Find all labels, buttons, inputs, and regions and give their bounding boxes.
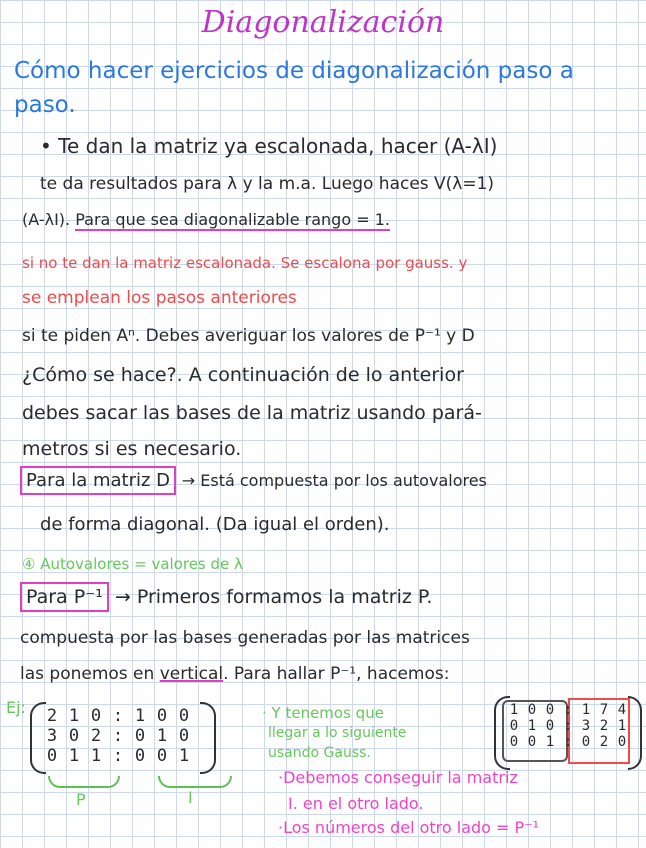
red-note-line-2: se emplean los pasos anteriores	[22, 288, 297, 308]
power-line-4: metros si es necesario.	[22, 438, 242, 460]
brace-i-label: I	[188, 788, 193, 807]
right-matrix-row	[506, 734, 630, 750]
matrix-separator: :	[563, 702, 573, 718]
matrix-p-text-3c: . Para hallar P⁻¹, hacemos:	[223, 664, 450, 684]
matrix-p-text-3b: vertical	[159, 664, 224, 684]
matrix-cell: 4	[617, 702, 627, 718]
matrix-p-text-1: → Primeros formamos la matriz P.	[114, 586, 433, 608]
matrix-cell: 1	[509, 702, 519, 718]
matrix-cell: 0	[178, 706, 190, 726]
matrix-p-line-1	[20, 588, 432, 607]
brace-p	[48, 776, 120, 788]
green-note: ④ Autovalores = valores de λ	[22, 555, 243, 573]
step1-line-3-b: Para que sea diagonalizable rango = 1.	[75, 210, 390, 229]
matrix-cell: 3	[46, 726, 58, 746]
matrix-cell: 0	[527, 734, 537, 750]
green-text-line-2: llegar a lo siguiente	[268, 725, 407, 741]
example-label: Ej:	[6, 698, 26, 717]
right-augmented-matrix	[506, 702, 630, 750]
heading-line-1: Cómo hacer ejercicios de diagonalización paso a	[14, 58, 574, 84]
matrix-cell: 1	[178, 746, 190, 766]
right-matrix-close-paren	[628, 696, 642, 770]
left-matrix-row	[44, 706, 192, 726]
matrix-p-text-3a: las ponemos en	[20, 664, 155, 684]
matrix-d-box: Para la matriz D	[20, 466, 176, 495]
right-matrix-row	[506, 718, 630, 734]
matrix-cell: 0	[617, 734, 627, 750]
matrix-cell: 0	[68, 726, 80, 746]
matrix-cell: 0	[178, 726, 190, 746]
pink-note-line-1: ·Debemos conseguir la matriz	[278, 768, 518, 787]
matrix-cell: 0	[156, 746, 168, 766]
matrix-cell: 2	[90, 726, 102, 746]
matrix-p-line-2: compuesta por las bases generadas por las matrices	[20, 628, 470, 648]
matrix-cell: 0	[156, 706, 168, 726]
matrix-separator: :	[563, 718, 573, 734]
pink-note-line-2: I. en el otro lado.	[288, 794, 424, 813]
matrix-separator: :	[112, 746, 124, 766]
power-line-3: debes sacar las bases de la matriz usando pará-	[22, 402, 482, 424]
matrix-cell: 1	[545, 734, 555, 750]
matrix-cell: 1	[68, 706, 80, 726]
matrix-separator: :	[563, 734, 573, 750]
left-matrix-row	[44, 746, 192, 766]
matrix-cell: 0	[545, 702, 555, 718]
step1-line-1: • Te dan la matriz ya escalonada, hacer (A-λI)	[40, 134, 498, 158]
matrix-cell: 2	[46, 706, 58, 726]
page-title: Diagonalización	[201, 5, 445, 40]
matrix-cell: 1	[527, 718, 537, 734]
matrix-cell: 2	[599, 718, 609, 734]
green-text-line-1: · Y tenemos que	[262, 704, 384, 722]
matrix-cell: 1	[134, 706, 146, 726]
matrix-cell: 1	[617, 718, 627, 734]
step1-line-2: te da resultados para λ y la m.a. Luego haces V(λ=1)	[40, 174, 495, 194]
matrix-cell: 0	[545, 718, 555, 734]
matrix-p-box: Para P⁻¹	[20, 582, 109, 612]
matrix-cell: 3	[581, 718, 591, 734]
matrix-cell: 0	[90, 706, 102, 726]
matrix-cell: 1	[581, 702, 591, 718]
matrix-d-line-2: de forma diagonal. (Da igual el orden).	[40, 514, 390, 535]
red-note-line-1: si no te dan la matriz escalonada. Se escalona por gauss. y	[22, 254, 468, 272]
left-matrix-row	[44, 726, 192, 746]
pink-note-line-3: ·Los números del otro lado = P⁻¹	[278, 818, 540, 837]
right-matrix-row	[506, 702, 630, 718]
matrix-cell: 1	[90, 746, 102, 766]
matrix-cell: 1	[68, 746, 80, 766]
matrix-d-line-1	[20, 472, 487, 490]
brace-p-label: P	[76, 790, 86, 809]
matrix-separator: :	[112, 726, 124, 746]
matrix-cell: 0	[527, 702, 537, 718]
step1-line-3	[22, 212, 390, 228]
matrix-cell: 0	[46, 746, 58, 766]
matrix-cell: 0	[509, 718, 519, 734]
matrix-cell: 2	[599, 734, 609, 750]
matrix-cell: 0	[134, 726, 146, 746]
matrix-cell: 0	[581, 734, 591, 750]
matrix-cell: 0	[509, 734, 519, 750]
matrix-d-text-1: → Está compuesta por los autovalores	[181, 471, 487, 490]
brace-i	[158, 776, 232, 788]
matrix-cell: 7	[599, 702, 609, 718]
green-text-line-3: usando Gauss.	[268, 745, 371, 761]
matrix-cell: 1	[156, 726, 168, 746]
matrix-separator: :	[112, 706, 124, 726]
left-matrix-close-paren	[200, 702, 216, 774]
heading-line-2: paso.	[14, 92, 76, 118]
power-line-2: ¿Cómo se hace?. A continuación de lo anterior	[22, 364, 464, 386]
left-augmented-matrix	[44, 706, 192, 766]
matrix-p-line-3	[20, 666, 449, 683]
matrix-cell: 0	[134, 746, 146, 766]
step1-line-3-a: (A-λI).	[22, 210, 71, 229]
power-line-1: si te piden Aⁿ. Debes averiguar los valores de P⁻¹ y D	[22, 326, 475, 346]
